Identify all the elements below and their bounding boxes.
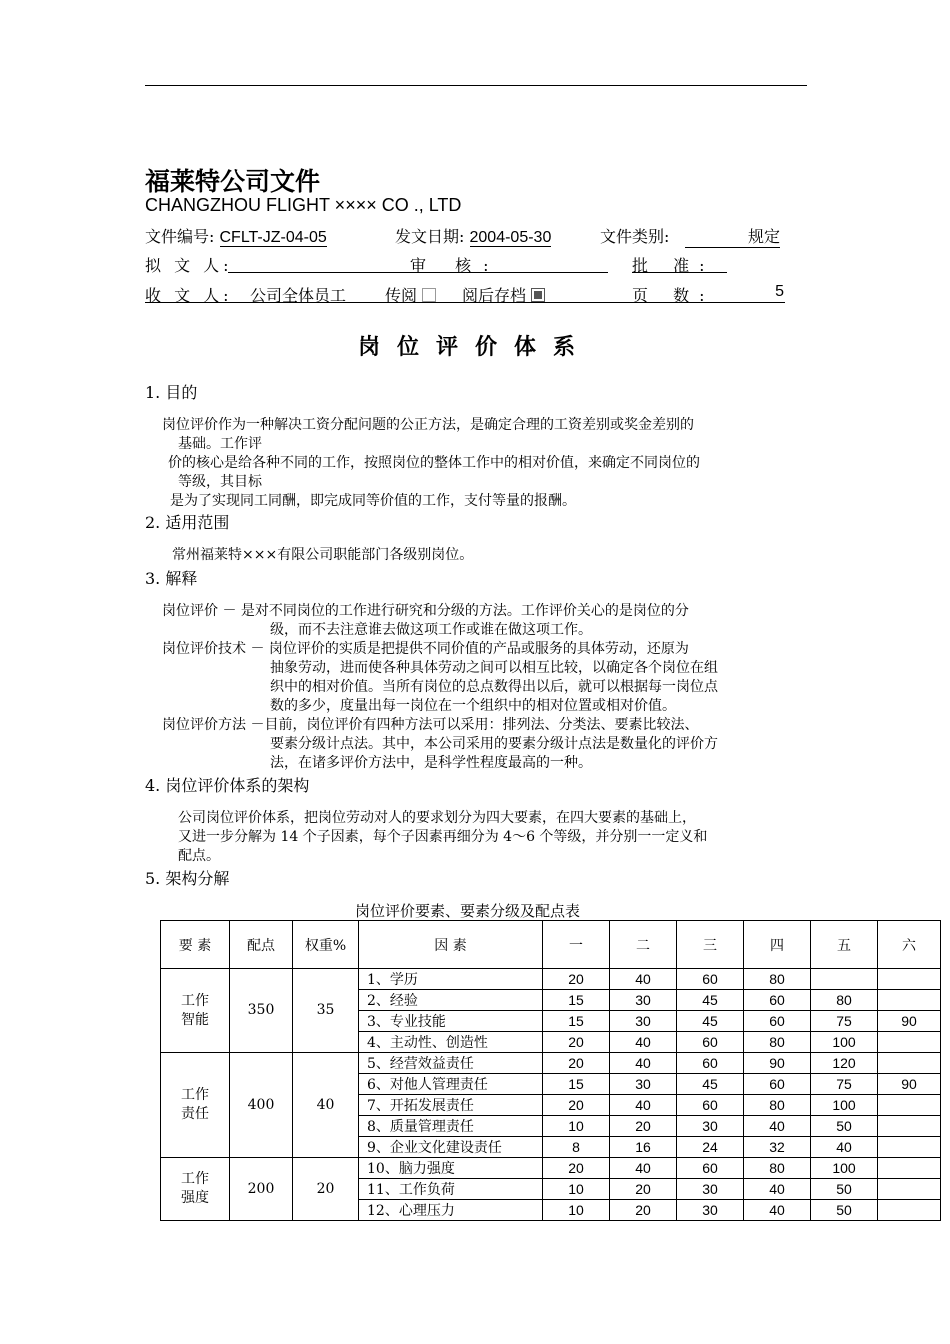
level-cell: 100 bbox=[811, 1095, 878, 1116]
level-cell: 30 bbox=[610, 1074, 677, 1095]
section-4-line-3: 配点。 bbox=[178, 848, 220, 864]
level-cell: 60 bbox=[677, 1053, 744, 1074]
level-cell: 20 bbox=[610, 1179, 677, 1200]
level-cell: 40 bbox=[610, 1095, 677, 1116]
section-1-line-2: 基础。工作评 bbox=[178, 436, 262, 452]
level-cell: 75 bbox=[811, 1011, 878, 1032]
level-cell: 16 bbox=[610, 1137, 677, 1158]
level-cell: 15 bbox=[543, 1074, 610, 1095]
factor-cell: 2、经验 bbox=[359, 990, 543, 1011]
section-3-c-line-2: 要素分级计点法。其中，本公司采用的要素分级计点法是数量化的评价方 bbox=[270, 736, 718, 752]
evaluation-table bbox=[160, 920, 941, 1221]
level-cell: 10 bbox=[543, 1200, 610, 1221]
weight-cell: 20 bbox=[293, 1158, 359, 1221]
section-1-line-4: 等级，其目标 bbox=[178, 474, 262, 490]
level-cell bbox=[878, 1200, 941, 1221]
table-row bbox=[161, 1053, 941, 1074]
level-cell: 20 bbox=[543, 969, 610, 990]
level-cell: 90 bbox=[878, 1074, 941, 1095]
level-cell: 30 bbox=[677, 1116, 744, 1137]
doc-category: 规定 bbox=[685, 224, 780, 248]
level-cell bbox=[878, 1116, 941, 1137]
level-cell: 40 bbox=[610, 1032, 677, 1053]
circulate-checkbox[interactable] bbox=[422, 288, 436, 302]
approver-label: 批 准: bbox=[632, 256, 715, 275]
section-1-line-5: 是为了实现同工同酬，即完成同等价值的工作，支付等量的报酬。 bbox=[170, 493, 576, 509]
header-level-4: 四 bbox=[744, 921, 811, 969]
table-row bbox=[161, 969, 941, 990]
level-cell: 40 bbox=[811, 1137, 878, 1158]
element-cell: 工作 智能 bbox=[161, 969, 230, 1053]
section-3-a-line-2: 级，而不去注意谁去做这项工作或谁在做这项工作。 bbox=[270, 622, 592, 638]
level-cell: 32 bbox=[744, 1137, 811, 1158]
points-cell: 350 bbox=[230, 969, 293, 1053]
level-cell: 15 bbox=[543, 990, 610, 1011]
header-level-3: 三 bbox=[677, 921, 744, 969]
level-cell: 60 bbox=[744, 1011, 811, 1032]
top-rule bbox=[145, 85, 807, 86]
doc-number-label: 文件编号: bbox=[145, 227, 215, 246]
header-level-5: 五 bbox=[811, 921, 878, 969]
level-cell: 50 bbox=[811, 1116, 878, 1137]
section-3-b-line-4: 数的多少，度量出每一岗位在一个组织中的相对位置或相对价值。 bbox=[270, 698, 676, 714]
document-title: 岗位评价体系 bbox=[357, 334, 592, 360]
drafter-label: 拟 文 人: bbox=[145, 256, 233, 275]
level-cell: 30 bbox=[610, 1011, 677, 1032]
factor-cell: 9、企业文化建设责任 bbox=[359, 1137, 543, 1158]
weight-cell: 40 bbox=[293, 1053, 359, 1158]
header-level-2: 二 bbox=[610, 921, 677, 969]
level-cell: 15 bbox=[543, 1011, 610, 1032]
level-cell: 20 bbox=[543, 1095, 610, 1116]
level-cell bbox=[878, 1158, 941, 1179]
level-cell: 60 bbox=[677, 1158, 744, 1179]
issue-date: 2004-05-30 bbox=[469, 229, 552, 246]
approver-underline bbox=[632, 272, 727, 273]
doc-category-row bbox=[600, 224, 669, 247]
level-cell: 100 bbox=[811, 1158, 878, 1179]
factor-cell: 12、心理压力 bbox=[359, 1200, 543, 1221]
level-cell: 24 bbox=[677, 1137, 744, 1158]
level-cell bbox=[878, 1095, 941, 1116]
archive-label: 阅后存档 bbox=[462, 286, 527, 305]
section-3-c-line-1: 岗位评价方法 －目前，岗位评价有四种方法可以采用：排列法、分类法、要素比较法、 bbox=[162, 717, 699, 733]
factor-cell: 4、主动性、创造性 bbox=[359, 1032, 543, 1053]
level-cell: 60 bbox=[744, 990, 811, 1011]
level-cell bbox=[811, 969, 878, 990]
level-cell: 40 bbox=[744, 1116, 811, 1137]
company-name-cn: 福莱特公司文件 bbox=[145, 167, 321, 196]
factor-cell: 1、学历 bbox=[359, 969, 543, 990]
header-factor: 因 素 bbox=[359, 921, 543, 969]
doc-category-label: 文件类别: bbox=[600, 227, 670, 246]
level-cell: 40 bbox=[610, 1053, 677, 1074]
level-cell: 40 bbox=[744, 1200, 811, 1221]
level-cell: 80 bbox=[811, 990, 878, 1011]
level-cell: 45 bbox=[677, 1074, 744, 1095]
level-cell: 50 bbox=[811, 1179, 878, 1200]
issue-date-label: 发文日期: bbox=[395, 227, 465, 246]
level-cell: 30 bbox=[610, 990, 677, 1011]
points-cell: 200 bbox=[230, 1158, 293, 1221]
level-cell: 80 bbox=[744, 1032, 811, 1053]
level-cell: 30 bbox=[677, 1179, 744, 1200]
pages-label: 页 数: bbox=[632, 286, 715, 305]
section-3-b-line-3: 织中的相对价值。当所有岗位的总点数得出以后，就可以根据每一岗位点 bbox=[270, 679, 718, 695]
level-cell: 60 bbox=[744, 1074, 811, 1095]
level-cell: 50 bbox=[811, 1200, 878, 1221]
level-cell: 60 bbox=[677, 969, 744, 990]
recipient: 公司全体员工 bbox=[250, 286, 347, 305]
level-cell: 80 bbox=[744, 1158, 811, 1179]
table-row bbox=[161, 1158, 941, 1179]
factor-cell: 3、专业技能 bbox=[359, 1011, 543, 1032]
section-3-title: 3. 解释 bbox=[145, 569, 198, 588]
doc-number-row bbox=[145, 224, 327, 247]
level-cell: 20 bbox=[610, 1200, 677, 1221]
recipient-label: 收 文 人: bbox=[145, 286, 233, 305]
section-4-line-2: 又进一步分解为 14 个子因素，每个子因素再细分为 4～6 个等级，并分别一一定义和 bbox=[178, 829, 708, 845]
level-cell bbox=[878, 1053, 941, 1074]
reviewer-label: 审 核: bbox=[410, 256, 501, 275]
element-cell: 工作 责任 bbox=[161, 1053, 230, 1158]
level-cell: 90 bbox=[878, 1011, 941, 1032]
header-level-6: 六 bbox=[878, 921, 941, 969]
level-cell: 20 bbox=[543, 1032, 610, 1053]
level-cell: 90 bbox=[744, 1053, 811, 1074]
level-cell bbox=[878, 1179, 941, 1200]
level-cell: 8 bbox=[543, 1137, 610, 1158]
section-3-b-line-2: 抽象劳动，进而使各种具体劳动之间可以相互比较，以确定各个岗位在组 bbox=[270, 660, 718, 676]
table-caption: 岗位评价要素、要素分级及配点表 bbox=[355, 902, 581, 920]
recipient-underline bbox=[145, 302, 785, 303]
table-header-row bbox=[161, 921, 941, 969]
level-cell: 80 bbox=[744, 1095, 811, 1116]
level-cell bbox=[878, 1137, 941, 1158]
element-cell: 工作 强度 bbox=[161, 1158, 230, 1221]
level-cell: 40 bbox=[610, 969, 677, 990]
section-1-title: 1. 目的 bbox=[145, 383, 198, 402]
level-cell: 100 bbox=[811, 1032, 878, 1053]
header-level-1: 一 bbox=[543, 921, 610, 969]
circulate-label: 传阅 bbox=[385, 286, 418, 305]
level-cell bbox=[878, 1032, 941, 1053]
section-3-c-line-3: 法，在诸多评价方法中，是科学性程度最高的一种。 bbox=[270, 755, 592, 771]
level-cell: 75 bbox=[811, 1074, 878, 1095]
section-1-line-3: 价的核心是给各种不同的工作，按照岗位的整体工作中的相对价值，来确定不同岗位的 bbox=[168, 455, 700, 471]
level-cell: 10 bbox=[543, 1116, 610, 1137]
level-cell: 20 bbox=[543, 1053, 610, 1074]
company-name-en: CHANGZHOU FLIGHT ×××× CO ., LTD bbox=[145, 195, 462, 215]
header-element: 要 素 bbox=[161, 921, 230, 969]
level-cell: 10 bbox=[543, 1179, 610, 1200]
factor-cell: 6、对他人管理责任 bbox=[359, 1074, 543, 1095]
level-cell: 45 bbox=[677, 1011, 744, 1032]
level-cell: 40 bbox=[610, 1158, 677, 1179]
level-cell: 30 bbox=[677, 1200, 744, 1221]
factor-cell: 7、开拓发展责任 bbox=[359, 1095, 543, 1116]
level-cell: 40 bbox=[744, 1179, 811, 1200]
section-3-a-line-1: 岗位评价 － 是对不同岗位的工作进行研究和分级的方法。工作评价关心的是岗位的分 bbox=[162, 603, 689, 619]
factor-cell: 5、经营效益责任 bbox=[359, 1053, 543, 1074]
points-cell: 400 bbox=[230, 1053, 293, 1158]
level-cell: 60 bbox=[677, 1032, 744, 1053]
section-2-line-1: 常州福莱特×××有限公司职能部门各级别岗位。 bbox=[172, 547, 474, 563]
level-cell: 45 bbox=[677, 990, 744, 1011]
level-cell: 20 bbox=[610, 1116, 677, 1137]
level-cell: 80 bbox=[744, 969, 811, 990]
doc-number: CFLT-JZ-04-05 bbox=[219, 229, 327, 246]
factor-cell: 8、质量管理责任 bbox=[359, 1116, 543, 1137]
factor-cell: 10、脑力强度 bbox=[359, 1158, 543, 1179]
pages-count: 5 bbox=[775, 283, 784, 300]
issue-date-row bbox=[395, 224, 551, 247]
archive-checkbox[interactable] bbox=[531, 288, 545, 302]
level-cell: 60 bbox=[677, 1095, 744, 1116]
header-weight: 权重% bbox=[293, 921, 359, 969]
section-1-line-1: 岗位评价作为一种解决工资分配问题的公正方法，是确定合理的工资差别或奖金差别的 bbox=[162, 417, 694, 433]
table-body bbox=[161, 969, 941, 1221]
level-cell bbox=[878, 990, 941, 1011]
header-points: 配点 bbox=[230, 921, 293, 969]
section-4-line-1: 公司岗位评价体系，把岗位劳动对人的要求划分为四大要素，在四大要素的基础上， bbox=[178, 810, 696, 826]
section-3-b-line-1: 岗位评价技术 － 岗位评价的实质是把提供不同价值的产品或服务的具体劳动，还原为 bbox=[162, 641, 689, 657]
level-cell bbox=[878, 969, 941, 990]
weight-cell: 35 bbox=[293, 969, 359, 1053]
factor-cell: 11、工作负荷 bbox=[359, 1179, 543, 1200]
section-5-title: 5. 架构分解 bbox=[145, 869, 230, 888]
level-cell: 20 bbox=[543, 1158, 610, 1179]
section-4-title: 4. 岗位评价体系的架构 bbox=[145, 776, 310, 795]
section-2-title: 2. 适用范围 bbox=[145, 513, 230, 532]
level-cell: 120 bbox=[811, 1053, 878, 1074]
